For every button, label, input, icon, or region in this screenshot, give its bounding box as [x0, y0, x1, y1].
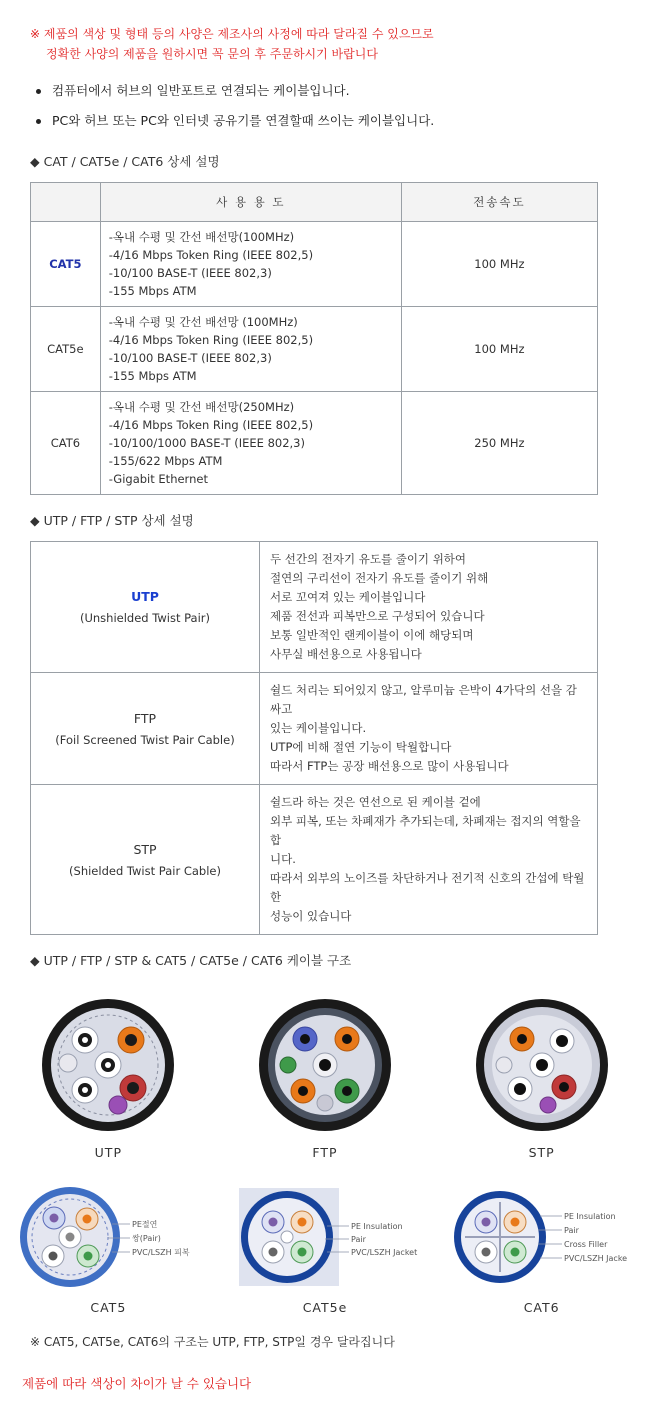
desc-line: 제품 전선과 피복만으로 구성되어 있습니다: [270, 609, 485, 623]
cat5-cross-section-icon: [8, 1182, 208, 1292]
list-item: 컴퓨터에서 허브의 일반포트로 연결되는 케이블입니다.: [34, 76, 650, 106]
cat-uses-cell: [100, 222, 401, 307]
ftp-name-cell: [31, 673, 260, 785]
utp-full-name: (Unshielded Twist Pair): [79, 611, 211, 625]
table-header-row: [31, 183, 598, 222]
cat6-label-pair: Pair: [563, 1226, 579, 1235]
desc-line: 외부 피복, 또는 차폐재가 추가되는데, 차폐재는 접지의 역할을 합: [270, 814, 581, 847]
stp-abbr: STP: [133, 841, 157, 857]
cat6-label-filler: Cross Filler: [563, 1240, 608, 1249]
desc-line: 보통 일반적인 랜케이블이 이에 해당되며: [270, 628, 474, 642]
diagram-caption: CAT5: [90, 1300, 127, 1315]
desc-line: 쉴드 처리는 되어있지 않고, 알루미늄 은박이 4가닥의 선을 감싸고: [270, 683, 577, 716]
desc-line: 성능이 있습니다: [270, 909, 352, 923]
table-row: [31, 222, 598, 307]
use-line: -10/100 BASE-T (IEEE 802,3): [108, 351, 272, 365]
use-line: -4/16 Mbps Token Ring (IEEE 802,5): [108, 248, 314, 262]
use-line: -옥내 수평 및 간선 배선망 (100MHz): [108, 315, 298, 329]
desc-line: 니다.: [270, 852, 296, 866]
table-row: [31, 785, 598, 935]
diagram-row-2: [0, 1182, 650, 1315]
cable-structure-diagrams: [0, 995, 650, 1315]
utp-abbr: UTP: [131, 589, 159, 604]
diagram-caption: CAT5e: [302, 1300, 348, 1315]
cat-spec-table: [30, 182, 598, 495]
use-line: -4/16 Mbps Token Ring (IEEE 802,5): [108, 418, 314, 432]
diagram-utp: [8, 995, 208, 1160]
table-row: [31, 392, 598, 495]
spec-notice-line2: 정확한 사양의 제품을 원하시면 꼭 문의 후 주문하시기 바랍니다: [46, 47, 378, 61]
use-line: -10/100 BASE-T (IEEE 802,3): [108, 266, 272, 280]
use-line: -155/622 Mbps ATM: [108, 454, 223, 468]
table-row: [31, 542, 598, 673]
table-row: [31, 307, 598, 392]
cat-uses-cell: [100, 392, 401, 495]
use-line: -옥내 수평 및 간선 배선망(100MHz): [108, 230, 295, 244]
use-line: -155 Mbps ATM: [108, 284, 197, 298]
cat6-label-insulation: PE Insulation: [563, 1212, 616, 1221]
desc-line: 절연의 구리선이 전자기 유도를 줄이기 위해: [270, 571, 489, 585]
structure-note: ※ CAT5, CAT5e, CAT6의 구조는 UTP, FTP, STP일 경우 달라집니다: [30, 1335, 395, 1349]
utp-cross-section-icon: [38, 995, 178, 1135]
cat6-cross-section-icon: [442, 1182, 642, 1292]
diagram-caption: STP: [528, 1145, 555, 1160]
cat-name-cell: CAT6: [31, 392, 101, 495]
diagram-caption: CAT6: [523, 1300, 560, 1315]
cat-section-heading: ◆ CAT / CAT5e / CAT6 상세 설명: [30, 154, 220, 169]
diagram-cat5: [8, 1182, 208, 1315]
use-line: -Gigabit Ethernet: [108, 472, 208, 486]
ftp-abbr: FTP: [133, 710, 157, 726]
desc-line: 서로 꼬여져 있는 케이블입니다: [270, 590, 426, 604]
cat5e-label-jacket: PVC/LSZH Jacket: [350, 1248, 418, 1257]
cat5-label-insulation: PE절연: [132, 1220, 158, 1229]
utp-section-heading: ◆ UTP / FTP / STP 상세 설명: [30, 513, 194, 528]
desc-line: 쉴드라 하는 것은 연선으로 된 케이블 겉에: [270, 795, 481, 809]
use-line: -155 Mbps ATM: [108, 369, 197, 383]
cat5-label-jacket: PVC/LSZH 피복: [132, 1248, 190, 1257]
desc-line: 있는 케이블입니다.: [270, 721, 367, 735]
table-row: [31, 673, 598, 785]
cat-speed-cell: 100 MHz: [401, 307, 597, 392]
cat-name-cell: CAT5e: [31, 307, 101, 392]
desc-line: 두 선간의 전자기 유도를 줄이기 위하여: [270, 552, 467, 566]
cat5e-label-pair: Pair: [350, 1235, 366, 1244]
diagram-cat5e: [225, 1182, 425, 1315]
stp-desc-cell: [260, 785, 598, 935]
utp-spec-table: [30, 541, 598, 935]
cat5e-label-insulation: PE Insulation: [350, 1222, 403, 1231]
desc-line: 사무실 배선용으로 사용됩니다: [270, 647, 422, 661]
desc-line: UTP에 비해 절연 기능이 탁월합니다: [270, 740, 452, 754]
desc-line: 따라서 외부의 노이즈를 차단하거나 전기적 신호의 간섭에 탁월한: [270, 871, 585, 904]
cat5e-cross-section-icon: [225, 1182, 425, 1292]
cat-speed-cell: 100 MHz: [401, 222, 597, 307]
desc-line: 따라서 FTP는 공장 배선용으로 많이 사용됩니다: [270, 759, 509, 773]
stp-cross-section-icon: [472, 995, 612, 1135]
spec-notice: [0, 18, 650, 66]
diagram-stp: [442, 995, 642, 1160]
color-warning: 제품에 따라 색상이 차이가 날 수 있습니다: [22, 1376, 252, 1391]
spec-notice-line1: ※ 제품의 색상 및 형태 등의 사양은 제조사의 사정에 따라 달라질 수 있으므로: [30, 27, 434, 41]
use-line: -4/16 Mbps Token Ring (IEEE 802,5): [108, 333, 314, 347]
cat-speed-cell: 250 MHz: [401, 392, 597, 495]
use-line: -10/100/1000 BASE-T (IEEE 802,3): [108, 436, 305, 450]
stp-name-cell: [31, 785, 260, 935]
ftp-cross-section-icon: [255, 995, 395, 1135]
cat5-label-pair: 쌍(Pair): [132, 1234, 162, 1243]
column-header-blank: [31, 183, 101, 222]
bullet-list: [0, 66, 650, 136]
stp-full-name: (Shielded Twist Pair Cable): [69, 863, 221, 878]
utp-desc-cell: [260, 542, 598, 673]
list-item: PC와 허브 또는 PC와 인터넷 공유기를 연결할때 쓰이는 케이블입니다.: [34, 106, 650, 136]
utp-name-cell: [31, 542, 260, 673]
ftp-desc-cell: [260, 673, 598, 785]
column-header-uses: 사 용 용 도: [100, 183, 401, 222]
cat-name-cell: CAT5: [31, 222, 101, 307]
diagram-ftp: [225, 995, 425, 1160]
use-line: -옥내 수평 및 간선 배선망(250MHz): [108, 400, 295, 414]
column-header-speed: 전송속도: [401, 183, 597, 222]
diagram-cat6: [442, 1182, 642, 1315]
cat-uses-cell: [100, 307, 401, 392]
ftp-full-name: (Foil Screened Twist Pair Cable): [55, 732, 235, 747]
diagram-row-1: [0, 995, 650, 1160]
diagram-caption: UTP: [94, 1145, 122, 1160]
diagram-caption: FTP: [312, 1145, 338, 1160]
structure-section-heading: ◆ UTP / FTP / STP & CAT5 / CAT5e / CAT6 케이블 구조: [30, 953, 352, 968]
cat6-label-jacket: PVC/LSZH Jacke: [563, 1254, 627, 1263]
